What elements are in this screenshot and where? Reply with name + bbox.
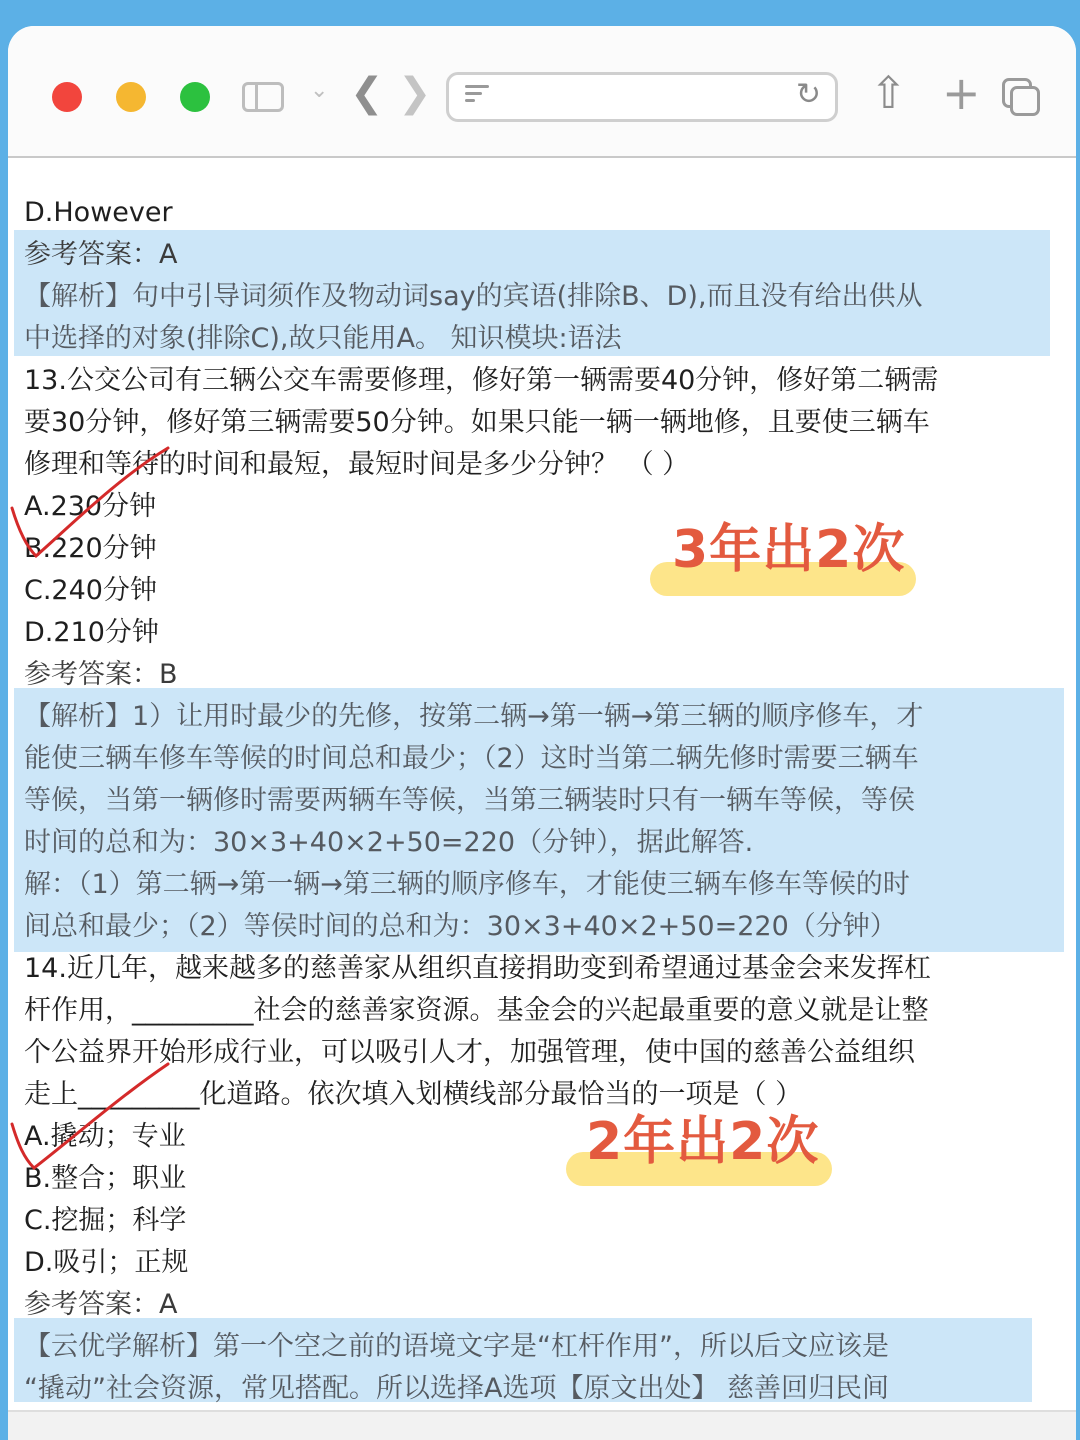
new-tab-icon[interactable]: + (942, 66, 981, 120)
option-text: C.240分钟 (24, 575, 157, 606)
question-text: 14.近几年，越来越多的慈善家从组织直接捐助变到希望通过基金会来发挥杠 (24, 953, 931, 984)
explanation-text: 间总和最少；（2）等侯时间的总和为：30×3+40×2+50=220（分钟） (24, 911, 897, 942)
question-text: 个公益界开始形成行业，可以吸引人才，加强管理，使中国的慈善公益组织 (24, 1037, 915, 1068)
forward-icon[interactable]: ❯ (398, 70, 432, 116)
reload-icon[interactable]: ↻ (795, 77, 821, 112)
check-mark-icon (8, 1038, 188, 1198)
frequency-tag: 2年出2次 (586, 1112, 820, 1172)
option-text: B.220分钟 (24, 533, 157, 564)
page-icon (465, 85, 489, 109)
answer-text: 参考答案：A (24, 1289, 178, 1320)
share-icon[interactable]: ⇧ (870, 68, 907, 119)
explanation-text: “撬动”社会资源，常见搭配。所以选择A选项【原文出处】 慈善回归民间 (24, 1373, 890, 1404)
answer-text: 参考答案：A (24, 239, 178, 270)
option-text: D.吸引；正规 (24, 1247, 189, 1278)
question-text: 13.公交公司有三辆公交车需要修理，修好第一辆需要40分钟，修好第二辆需 (24, 365, 939, 396)
sidebar-icon[interactable] (242, 82, 284, 112)
back-icon[interactable]: ❮ (350, 70, 384, 116)
address-bar[interactable] (446, 72, 838, 122)
option-text: D.However (24, 197, 173, 228)
question-text: 杆作用，_________社会的慈善家资源。基金会的兴起最重要的意义就是让整 (24, 995, 929, 1026)
explanation-text: 【云优学解析】第一个空之前的语境文字是“杠杆作用”，所以后文应该是 (24, 1331, 889, 1362)
browser-toolbar (8, 26, 1076, 158)
question-text: 要30分钟，修好第三辆需要50分钟。如果只能一辆一辆地修，且要使三辆车 (24, 407, 930, 438)
explanation-text: 时间的总和为：30×3+40×2+50=220（分钟），据此解答. (24, 827, 754, 858)
option-text: B.整合；职业 (24, 1163, 187, 1194)
option-text: A.撬动；专业 (24, 1121, 186, 1152)
minimize-window-button[interactable] (116, 82, 146, 112)
chevron-down-icon[interactable]: ⌄ (310, 78, 329, 103)
check-mark-icon (8, 418, 188, 578)
question-text: 修理和等待的时间和最短，最短时间是多少分钟？ （ ） (24, 449, 690, 480)
browser-window (8, 26, 1076, 1440)
explanation-text: 【解析】句中引导词须作及物动词say的宾语(排除B、D),而且没有给出供从 (24, 281, 923, 312)
explanation-text: 等候，当第一辆修时需要两辆车等候，当第三辆装时只有一辆车等候，等侯 (24, 785, 915, 816)
option-text: C.挖掘；科学 (24, 1205, 187, 1236)
answer-text: 参考答案：B (24, 659, 178, 690)
close-window-button[interactable] (52, 82, 82, 112)
question-text: 走上_________化道路。依次填入划横线部分最恰当的一项是（ ） (24, 1079, 803, 1110)
option-text: A.230分钟 (24, 491, 157, 522)
explanation-text: 解：（1）第二辆→第一辆→第三辆的顺序修车，才能使三辆车修车等候的时 (24, 869, 910, 900)
tabs-overview-icon[interactable] (1002, 78, 1040, 116)
status-bar (8, 1410, 1076, 1440)
zoom-window-button[interactable] (180, 82, 210, 112)
explanation-text: 能使三辆车修车等候的时间总和最少；（2）这时当第二辆先修时需要三辆车 (24, 743, 919, 774)
option-text: D.210分钟 (24, 617, 159, 648)
explanation-text: 【解析】1）让用时最少的先修，按第二辆→第一辆→第三辆的顺序修车，才 (24, 701, 924, 732)
explanation-text: 中选择的对象(排除C),故只能用A。 知识模块:语法 (24, 323, 622, 354)
frequency-tag: 3年出2次 (672, 520, 906, 580)
